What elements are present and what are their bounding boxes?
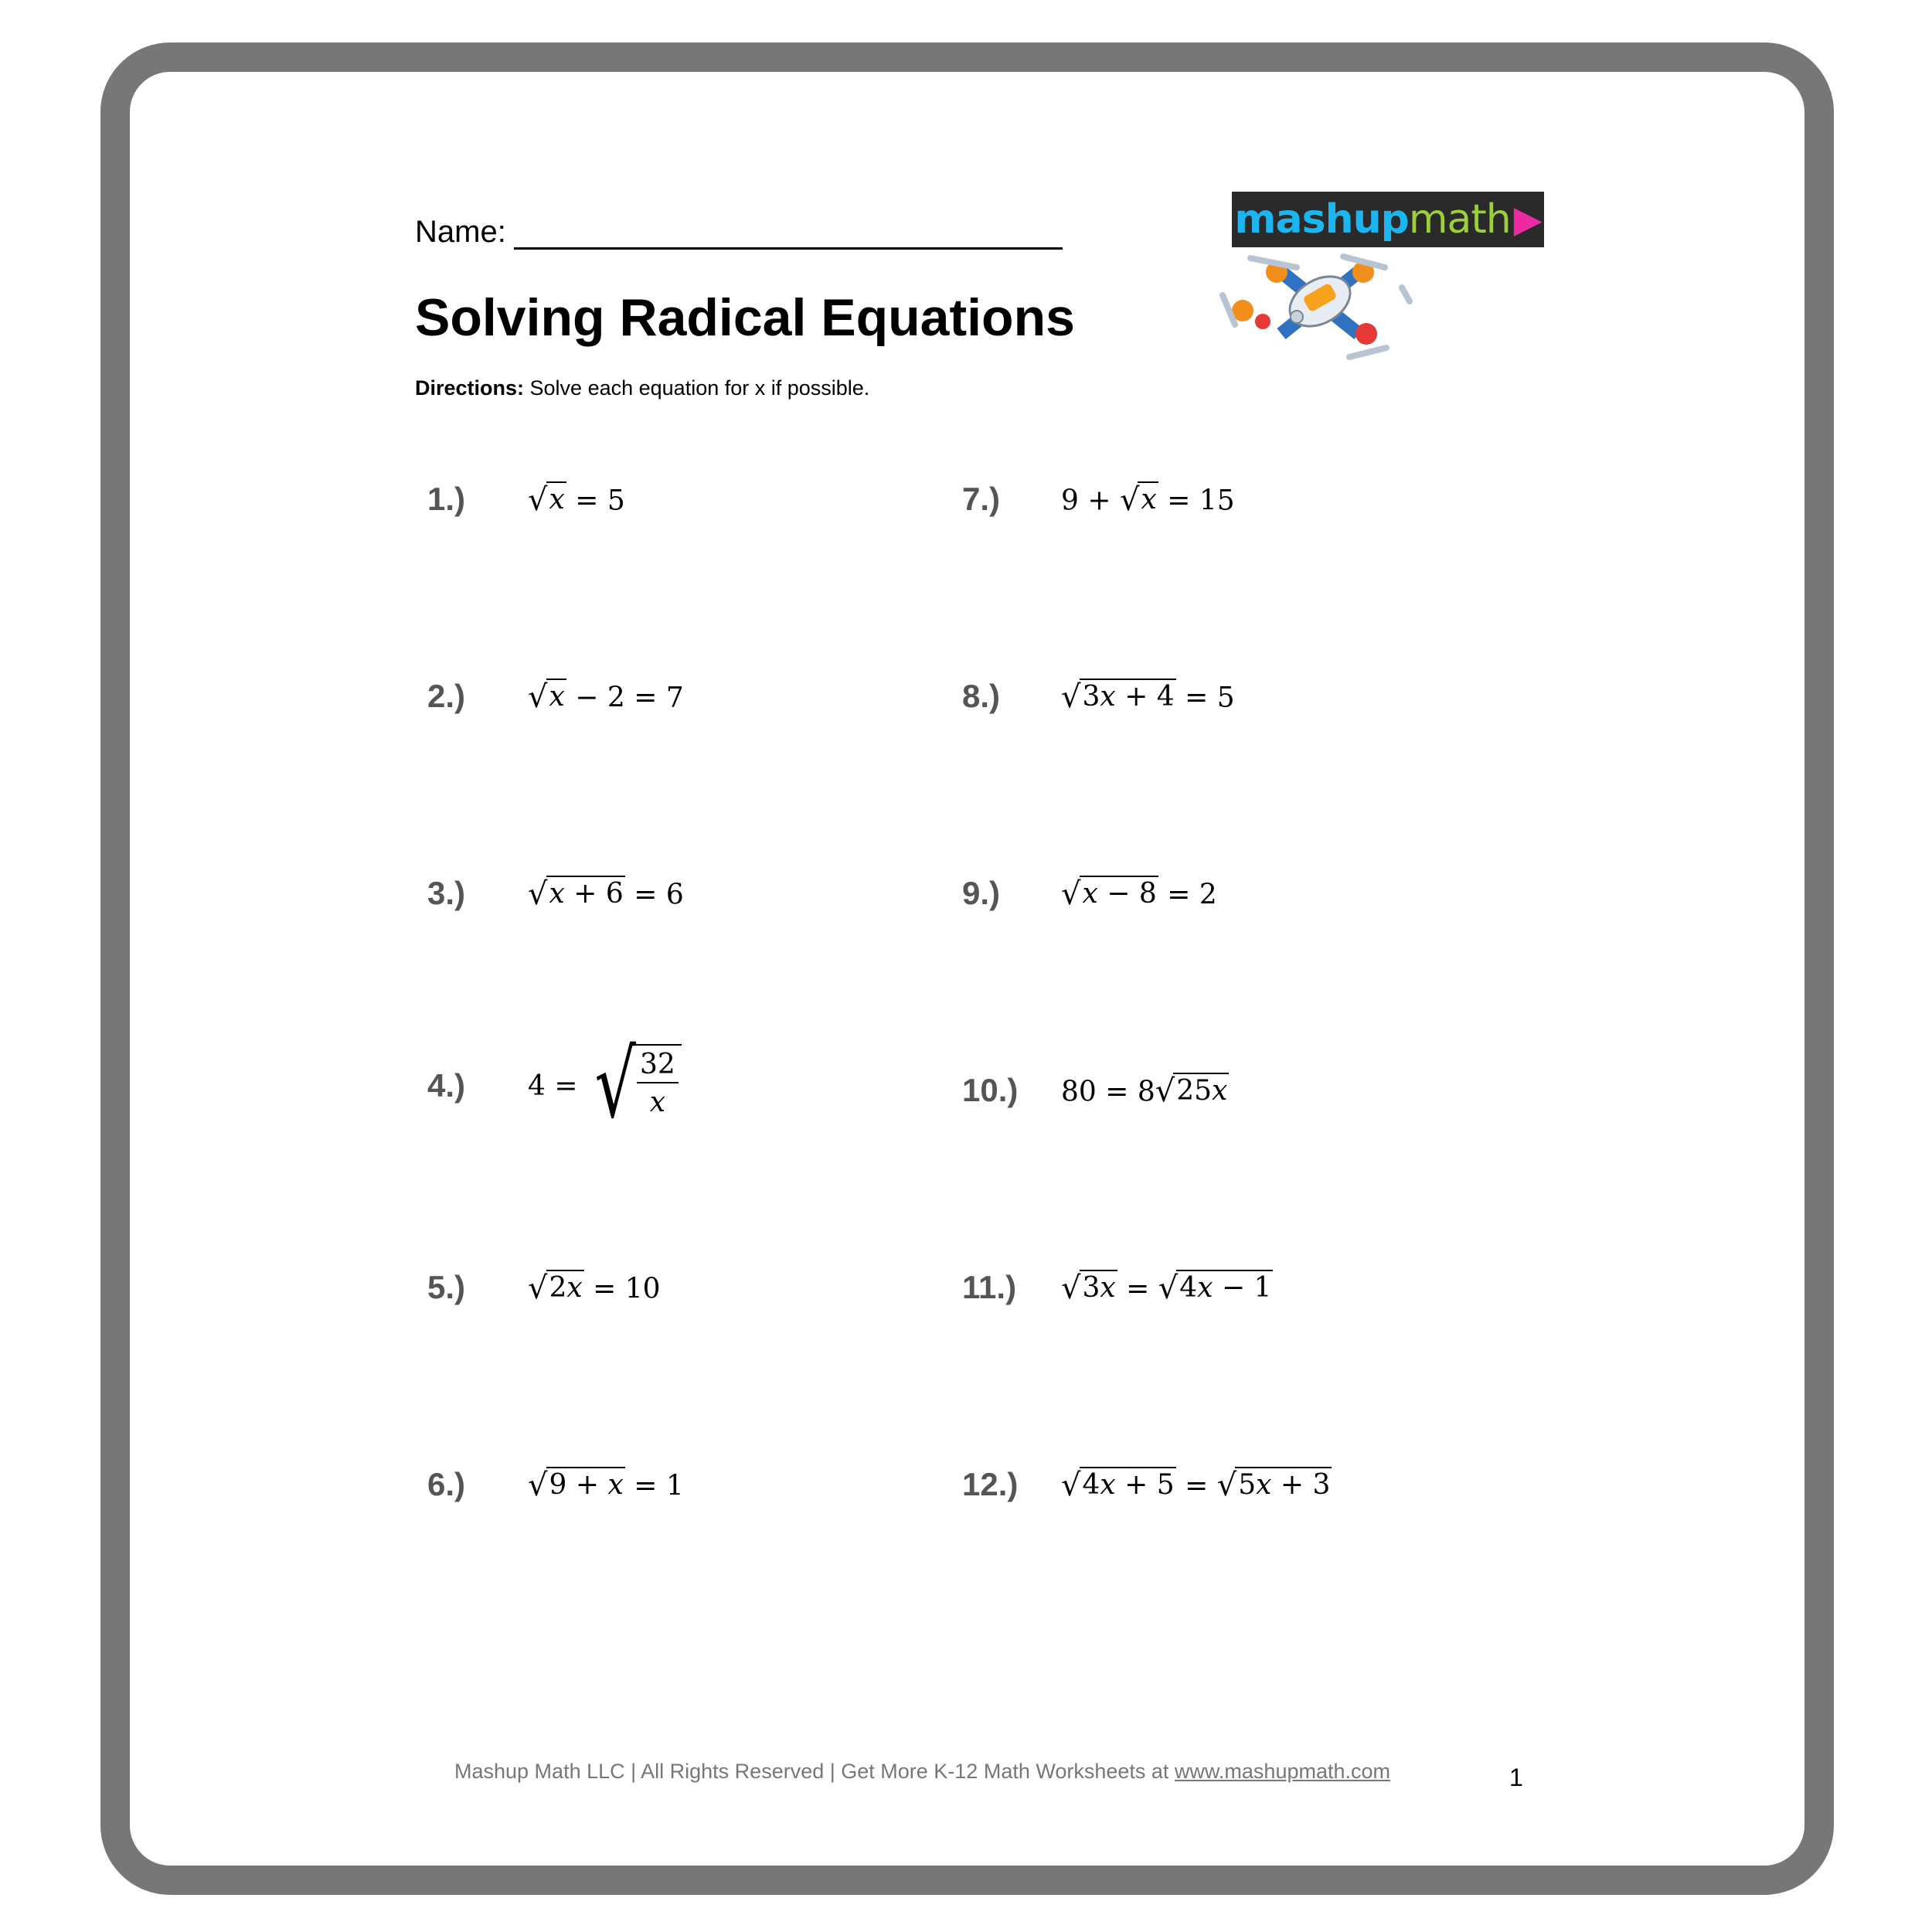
problem-number: 5.) [427, 1269, 466, 1305]
radical: √ x − 8 [1061, 876, 1157, 912]
radical: √ 4x + 5 [1061, 1467, 1175, 1503]
problem-number: 6.) [427, 1466, 466, 1502]
radical: √ 3x [1061, 1270, 1116, 1306]
equation: √ 3x = √ 4x − 1 [1061, 1270, 1272, 1306]
footer [454, 1760, 1390, 1784]
equation: √ 4x + 5 = √ 5x + 3 [1061, 1467, 1331, 1503]
logo-text-mashup: mashup [1234, 196, 1409, 243]
worksheet-title: Solving Radical Equations [415, 288, 1075, 347]
fraction: $\frac{32}{x}$ [637, 1049, 679, 1118]
radical: √ x + 6 [528, 876, 624, 912]
equation: 80 = 8 √ 25x [1061, 1073, 1228, 1109]
problem-6 [427, 1466, 684, 1503]
drone-illustration [1219, 241, 1420, 365]
problem-8 [962, 678, 1235, 715]
logo-text-math: math [1408, 196, 1511, 243]
problem-number: 2.) [427, 678, 466, 714]
problem-number: 10.) [962, 1072, 1019, 1108]
equation: √ 3x + 4 = 5 [1061, 679, 1235, 715]
problem-number: 12.) [962, 1466, 1019, 1502]
name-blank-line [514, 216, 1063, 250]
name-label: Name: [415, 215, 506, 249]
problem-number: 11.) [962, 1269, 1017, 1305]
equation: √ 9 + x = 1 [528, 1467, 684, 1503]
equation: 9 + √ x = 15 [1061, 481, 1235, 518]
problem-7 [962, 481, 1235, 518]
problem-2 [427, 678, 684, 715]
radical: √ 4x − 1 [1158, 1270, 1272, 1306]
radical: √ $\frac{32}{x}$ [586, 1039, 682, 1132]
problem-5 [427, 1269, 661, 1306]
problem-number: 9.) [962, 875, 1001, 911]
problem-4 [427, 1032, 682, 1139]
problem-number: 4.) [427, 1067, 466, 1104]
radical: √ x [528, 679, 565, 715]
directions-text: Solve each equation for x if possible. [524, 376, 870, 400]
equation: √ x + 6 = 6 [528, 876, 684, 912]
equation: √ x − 2 = 7 [528, 679, 684, 715]
radical: √ 5x + 3 [1216, 1467, 1331, 1503]
radical: √ 9 + x [528, 1467, 624, 1503]
problem-11 [962, 1269, 1273, 1306]
equation: √ x = 5 [528, 481, 625, 518]
mashupmath-logo [1232, 192, 1544, 247]
problem-9 [962, 875, 1217, 912]
radical: √ 25x [1155, 1073, 1228, 1109]
problem-12 [962, 1466, 1332, 1503]
problem-number: 7.) [962, 481, 1001, 517]
equation: √ x − 8 = 2 [1061, 876, 1217, 912]
problem-number: 3.) [427, 875, 466, 911]
directions-label: Directions: [415, 376, 525, 400]
radical: √ x [528, 481, 565, 518]
play-triangle-icon: ▶ [1513, 198, 1542, 241]
radical: √ 2x [528, 1270, 583, 1306]
radical: √ x [1119, 481, 1157, 518]
equation: 4 = √ $\frac{32}{x}$ [528, 1039, 682, 1132]
problem-number: 1.) [427, 481, 466, 517]
equation: √ 2x = 10 [528, 1270, 661, 1306]
radical: √ 3x + 4 [1061, 679, 1175, 715]
footer-text: Mashup Math LLC | All Rights Reserved | Get More K-12 Math Worksheets at [454, 1760, 1175, 1783]
page-number: 1 [1509, 1764, 1523, 1791]
name-field [415, 215, 1063, 250]
problem-10 [962, 1072, 1229, 1109]
problem-1 [427, 481, 625, 518]
problem-3 [427, 875, 684, 912]
directions [415, 376, 869, 400]
footer-link[interactable]: www.mashupmath.com [1174, 1760, 1391, 1783]
problem-number: 8.) [962, 678, 1001, 714]
